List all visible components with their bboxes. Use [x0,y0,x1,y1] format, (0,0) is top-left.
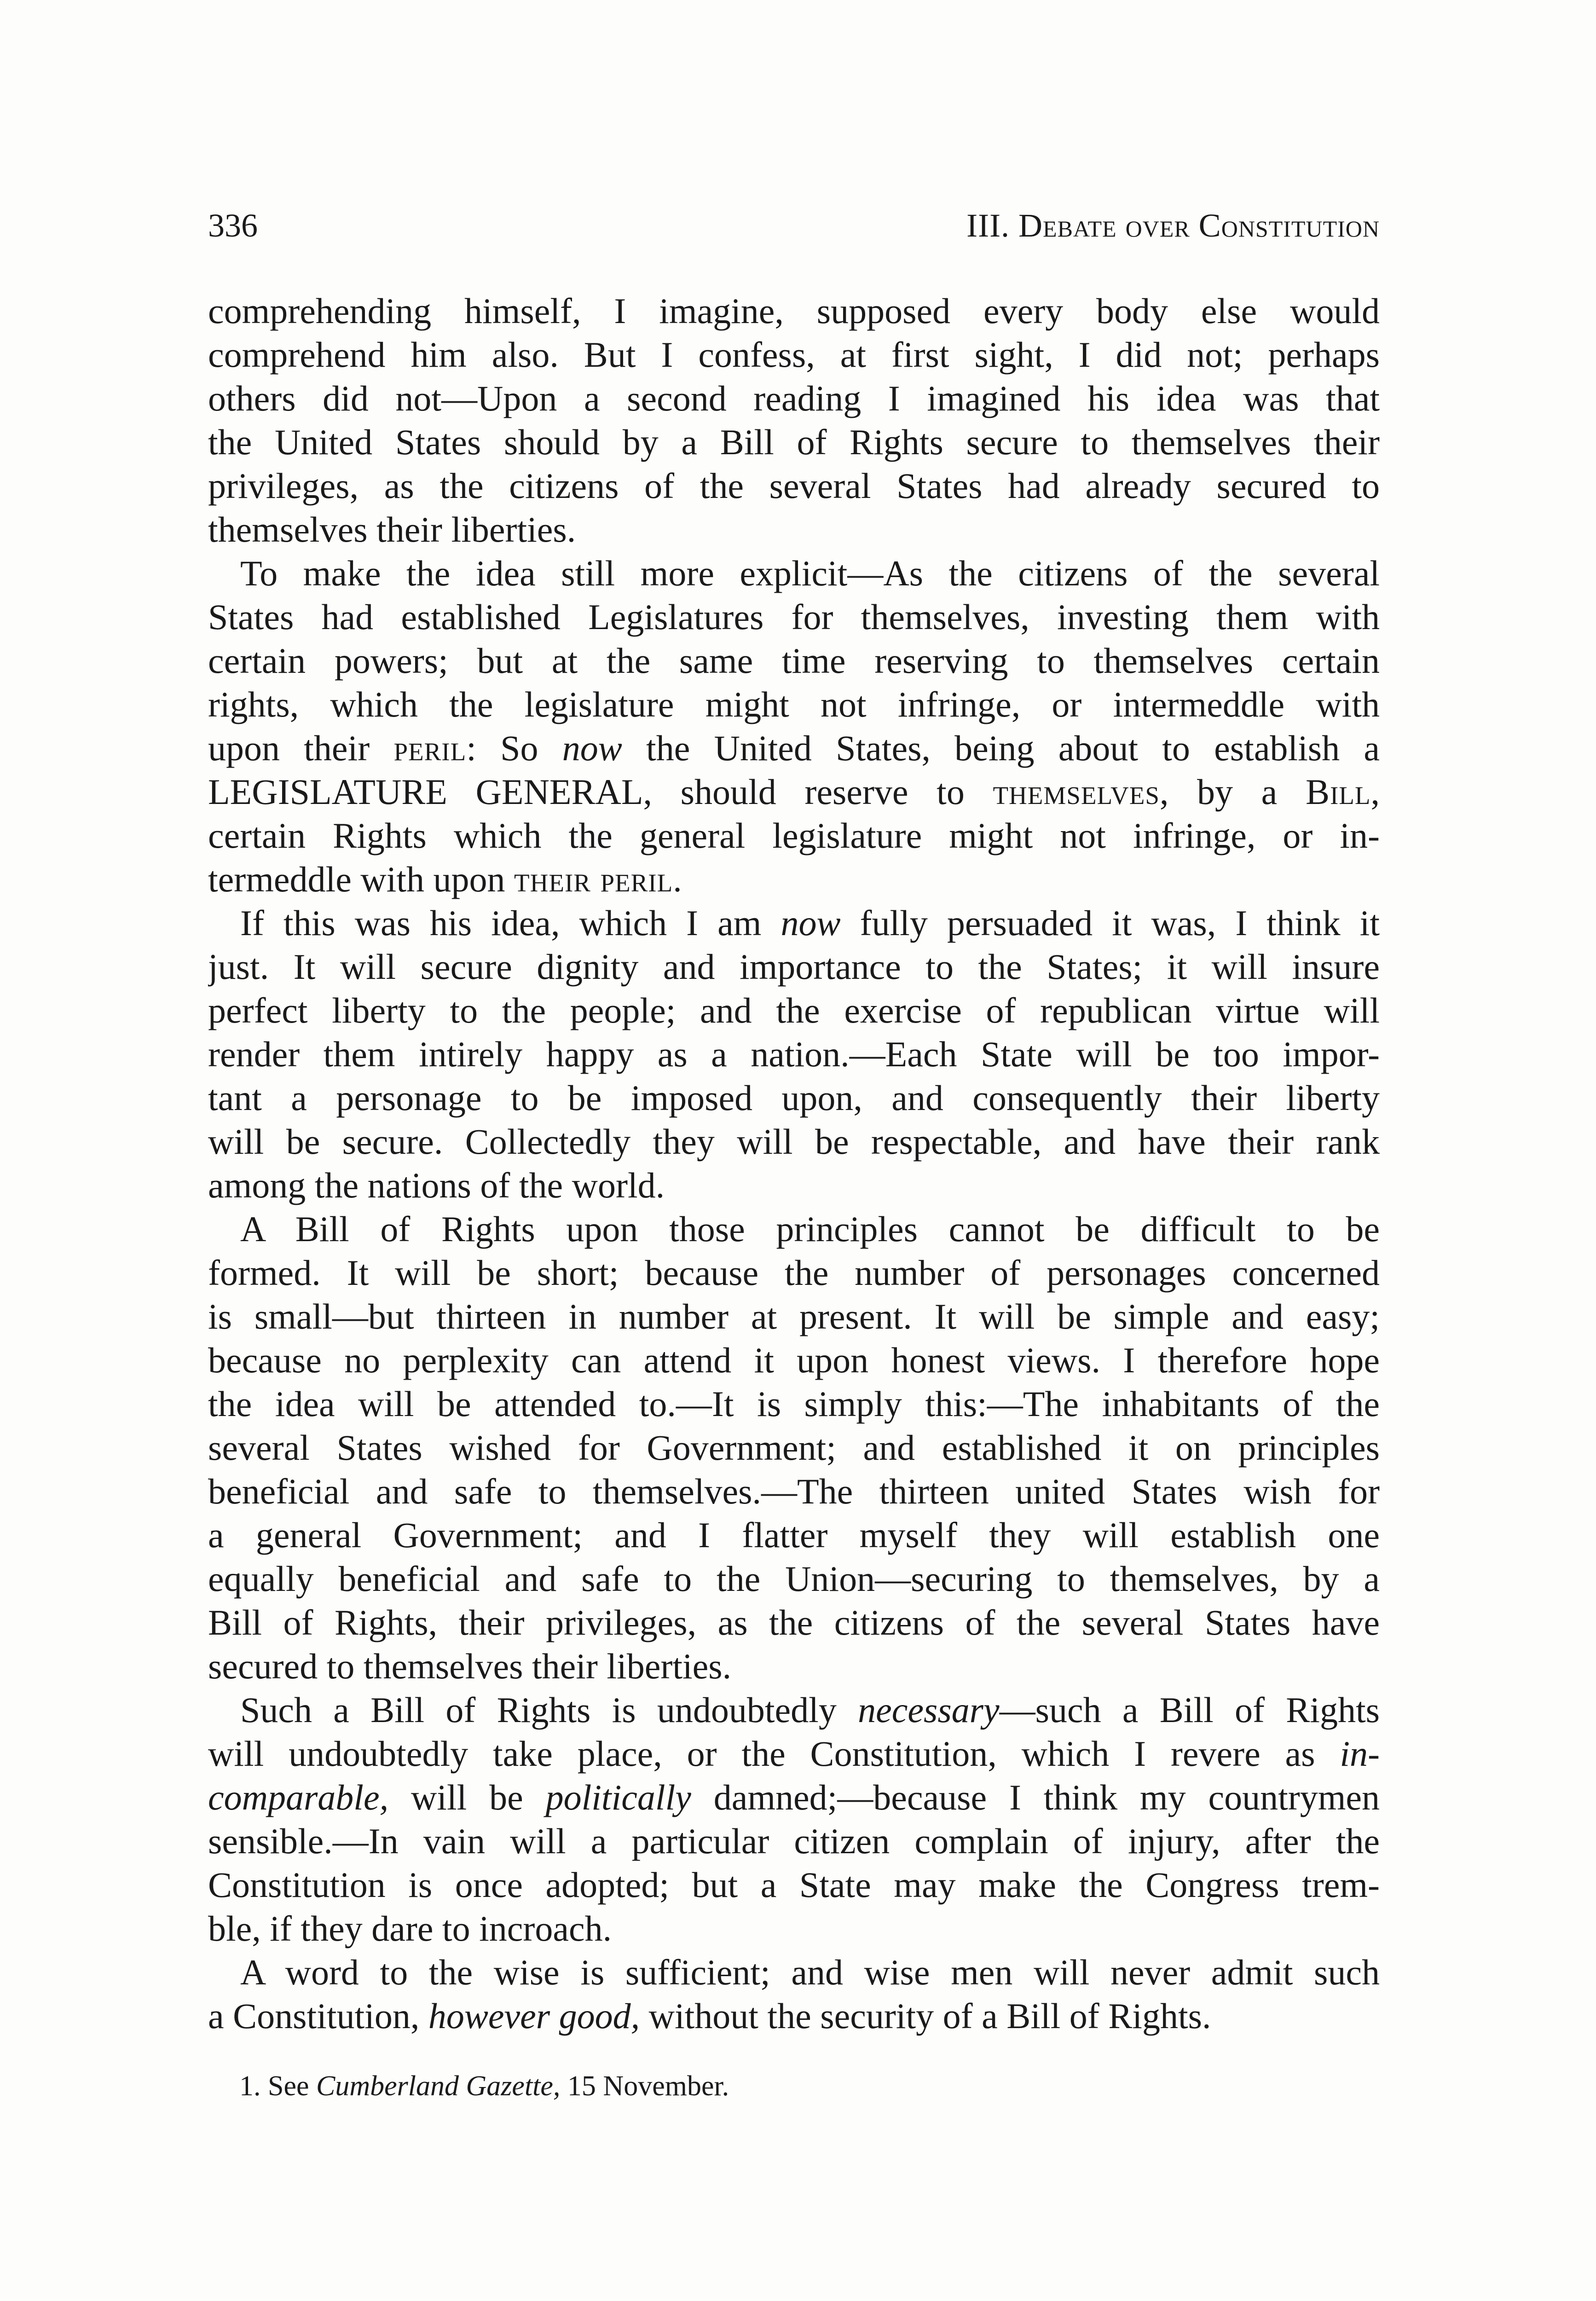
italic-text: Cumberland Gazette, [316,2070,561,2102]
small-caps-text: themselves [993,772,1160,812]
text-line: Such a Bill of Rights is undoubtedly necessary—such a Bill of Rights [240,1690,1380,1730]
small-caps-text: their peril [514,859,673,899]
text-line: comparable, will be politically damned;—because I think my countrymen [208,1777,1380,1817]
text-line: A word to the wise is sufficient; and wise men will never admit such [240,1952,1380,1992]
footnote: 1. See Cumberland Gazette, 15 November. [239,2070,729,2102]
page-number: 336 [208,207,258,244]
text-line: certain powers; but at the same time reserving to themselves certain [208,641,1380,681]
text-line: To make the idea still more explicit—As the citizens of the several [240,553,1380,593]
text-line: comprehend him also. But I confess, at first sight, I did not; perhaps [208,335,1380,375]
italic-text: however good, [428,1996,640,2036]
italic-text: politically [545,1777,691,1817]
text-line: comprehending himself, I imagine, supposed every body else would [208,291,1380,331]
text-line: Constitution is once adopted; but a State may make the Congress trem- [208,1865,1380,1905]
running-head [208,202,1380,249]
italic-text: comparable, [208,1777,389,1817]
text-line: secured to themselves their liberties. [208,1646,732,1686]
text-line: the United States should by a Bill of Rights secure to themselves their [208,422,1380,462]
text-line: others did not—Upon a second reading I imagined his idea was that [208,378,1380,418]
text-line: rights, which the legislature might not infringe, or intermeddle with [208,684,1380,724]
text-line: several States wished for Government; and established it on principles [208,1428,1380,1468]
text-line: States had established Legislatures for themselves, investing them with [208,597,1380,637]
section-title: III. Debate over Constitution [966,207,1380,244]
italic-text: now [781,903,841,943]
italic-text: in- [1340,1734,1380,1774]
text-line: A Bill of Rights upon those principles cannot be difficult to be [240,1209,1380,1249]
text-line: perfect liberty to the people; and the exercise of republican virtue will [208,990,1380,1030]
text-line: sensible.—In vain will a particular citizen complain of injury, after the [208,1821,1380,1861]
italic-text: now [562,728,622,768]
small-caps-text: Bill [1305,772,1371,812]
text-line: upon their peril: So now the United States, being about to establish a [208,728,1380,768]
small-caps-text: peril [393,728,467,768]
text-line: certain Rights which the general legislature might not infringe, or in- [208,815,1380,856]
text-line: ble, if they dare to incroach. [208,1908,612,1948]
text-line: is small—but thirteen in number at present. It will be simple and easy; [208,1296,1380,1336]
text-line: will undoubtedly take place, or the Constitution, which I revere as in- [208,1734,1380,1774]
text-line: tant a personage to be imposed upon, and consequently their liberty [208,1078,1380,1118]
text-line: If this was his idea, which I am now fully persuaded it was, I think it [240,903,1380,943]
text-line: a Constitution, however good, without the security of a Bill of Rights. [208,1996,1211,2036]
text-line: LEGISLATURE GENERAL, should reserve to themselves, by a Bill, [208,772,1380,812]
text-line: just. It will secure dignity and importance to the States; it will insure [208,947,1380,987]
text-line: render them intirely happy as a nation.—Each State will be too impor- [208,1034,1380,1074]
text-line: a general Government; and I flatter myself they will establish one [208,1515,1380,1555]
text-line: privileges, as the citizens of the several States had already secured to [208,466,1380,506]
text-line: equally beneficial and safe to the Union—securing to themselves, by a [208,1559,1380,1599]
text-line: termeddle with upon their peril. [208,859,682,899]
text-line: will be secure. Collectedly they will be respectable, and have their rank [208,1122,1380,1162]
text-line: beneficial and safe to themselves.—The thirteen united States wish for [208,1471,1380,1511]
text-line: because no perplexity can attend it upon honest views. I therefore hope [208,1340,1380,1380]
text-line: the idea will be attended to.—It is simply this:—The inhabitants of the [208,1384,1380,1424]
text-line: Bill of Rights, their privileges, as the citizens of the several States have [208,1602,1380,1642]
text-line: among the nations of the world. [208,1165,665,1205]
text-line: themselves their liberties. [208,509,576,549]
italic-text: necessary [858,1690,1000,1730]
body-text [208,289,1380,2038]
text-line: formed. It will be short; because the number of personages concerned [208,1253,1380,1293]
